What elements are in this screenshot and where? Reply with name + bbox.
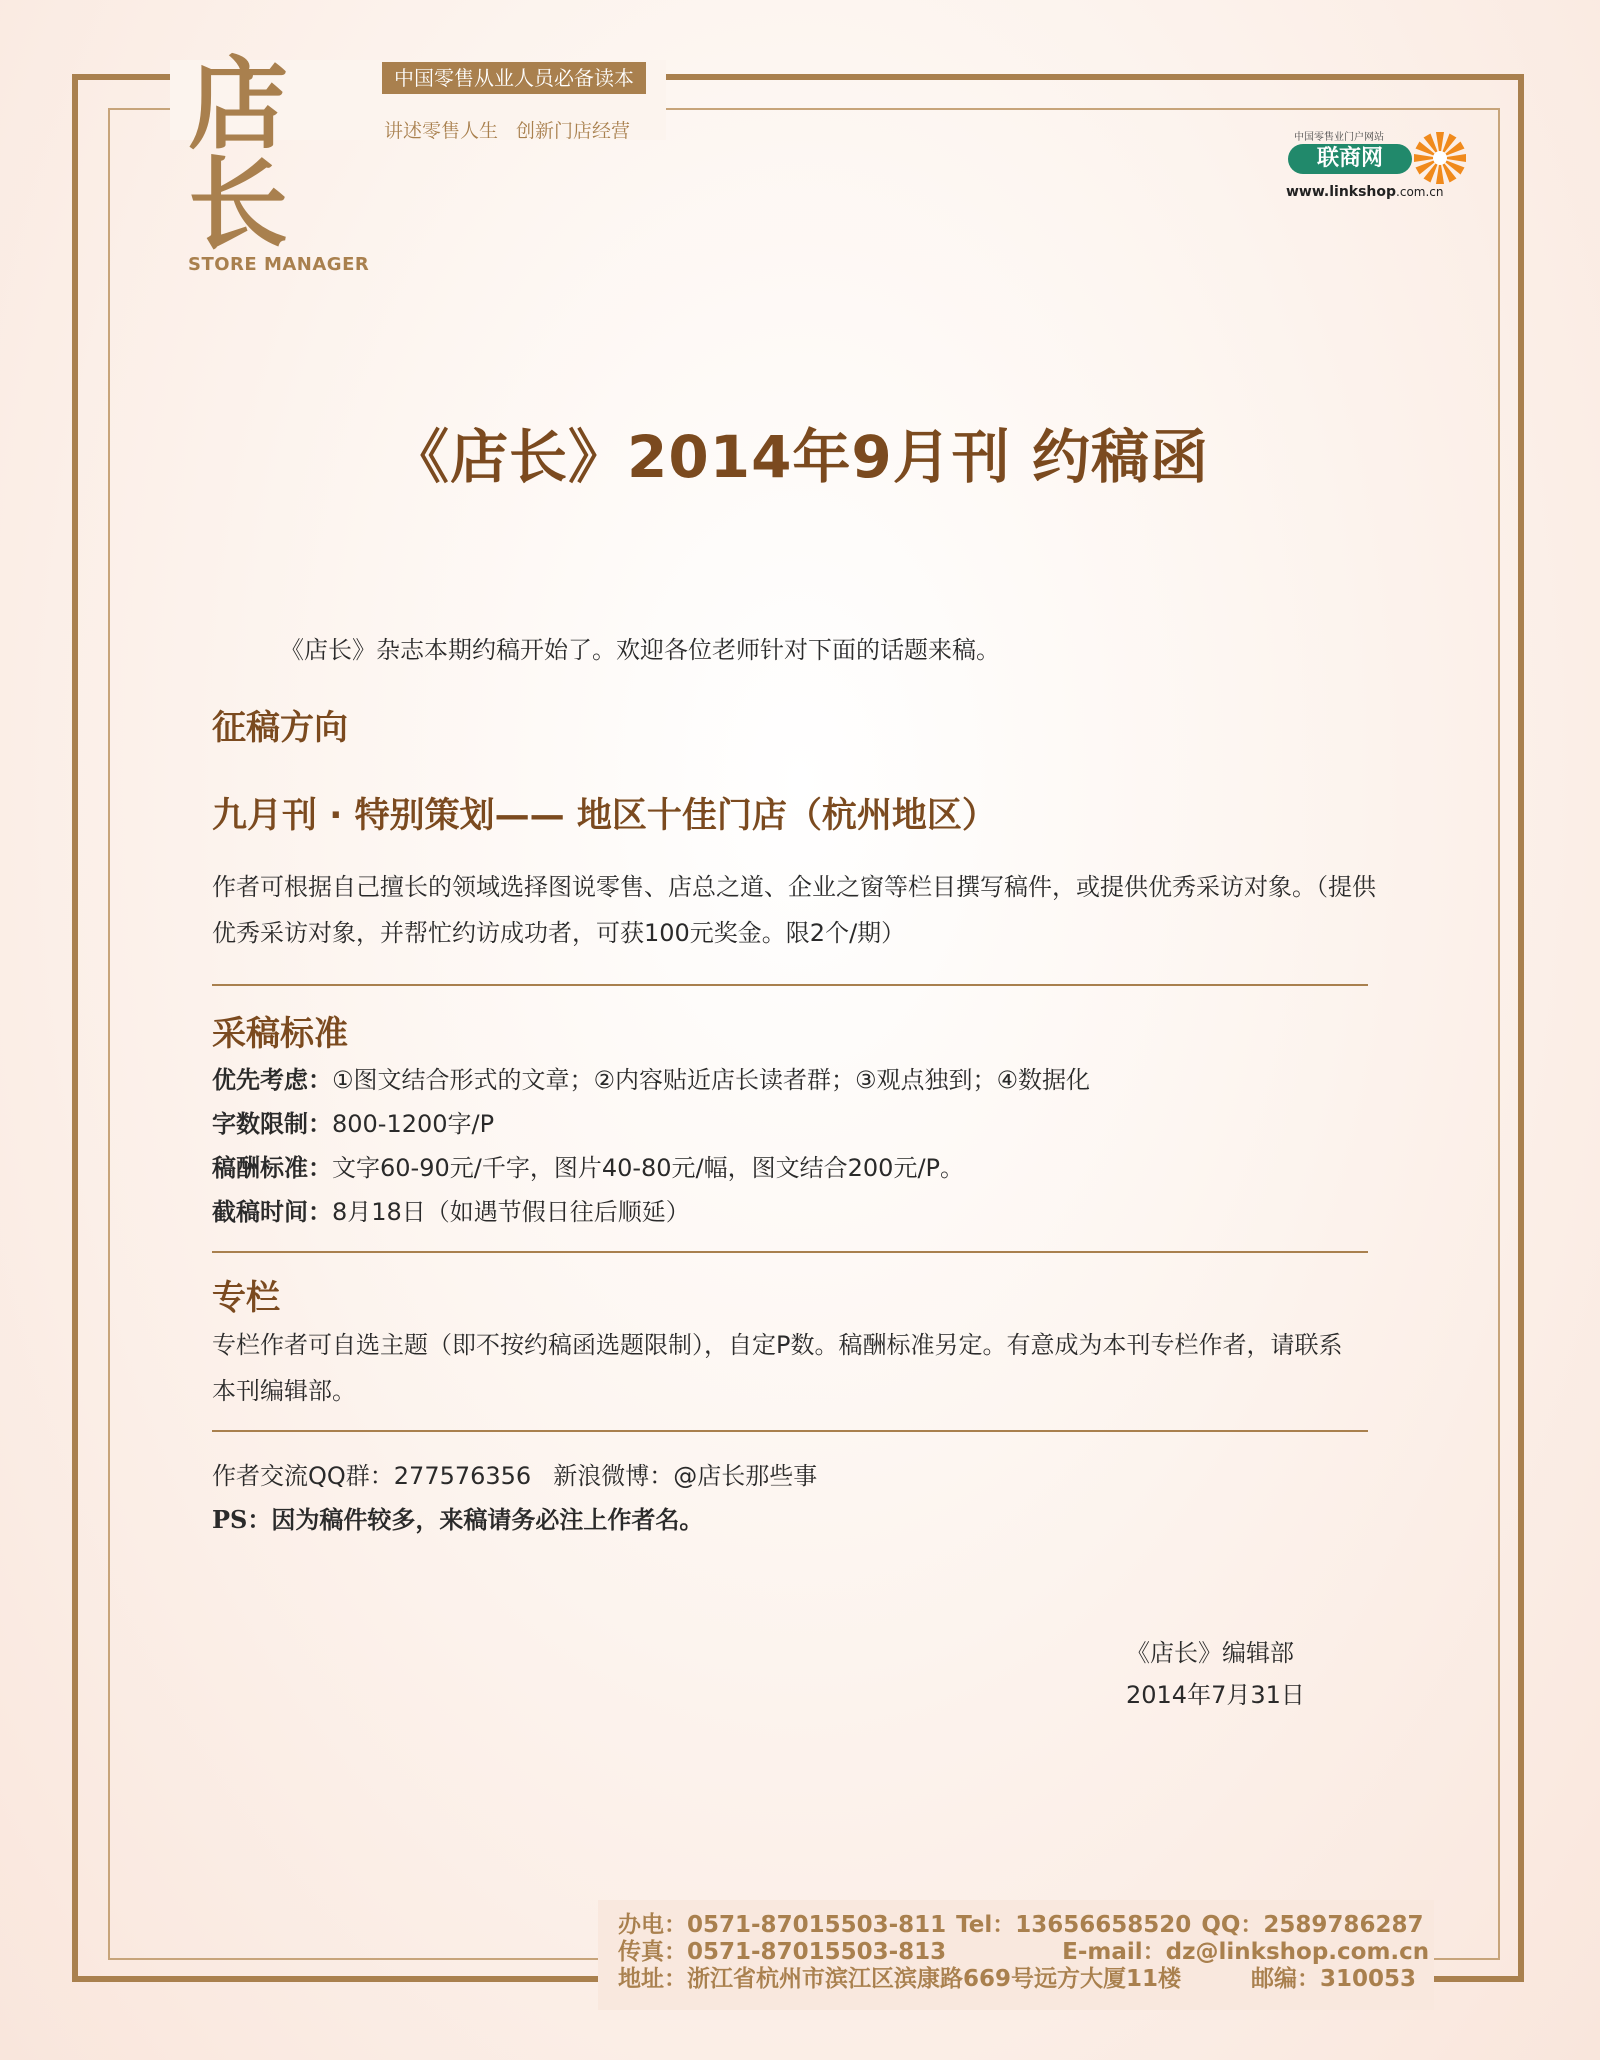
requirement-label: 截稿时间： (212, 1198, 332, 1226)
store-manager-logo (188, 45, 374, 275)
requirement-label: 优先考虑： (212, 1066, 332, 1094)
signature-date: 2014年7月31日 (1126, 1681, 1305, 1709)
footer-fax: 传真：0571-87015503-813 (618, 1939, 947, 1965)
weibo: 新浪微博：@店长那些事 (553, 1462, 818, 1490)
tagline-2: 创新门店经营 (516, 120, 631, 142)
footer-tel: Tel：13656658520 (956, 1912, 1192, 1938)
partner-url-suffix: .com.cn (1396, 185, 1444, 199)
partner-url-main: www.linkshop (1286, 184, 1397, 200)
footer-postcode: 邮编：310053 (1251, 1966, 1417, 1992)
divider-1 (212, 984, 1368, 986)
footer-qq: QQ：2589786287 (1201, 1912, 1424, 1938)
divider-2 (212, 1251, 1368, 1253)
intro-text: 《店长》杂志本期约稿开始了。欢迎各位老师针对下面的话题来稿。 (280, 636, 1000, 664)
ps-note: PS：因为稿件较多，来稿请务必注上作者名。 (212, 1505, 704, 1534)
footer-row (618, 1939, 1429, 1966)
section-heading-standards: 采稿标准 (212, 1014, 348, 1054)
footer-row (618, 1966, 1429, 1993)
partner-tagline: 中国零售业门户网站 (1294, 132, 1384, 143)
footer-phone: 办电：0571-87015503-811 (618, 1912, 947, 1938)
footer-address: 地址：浙江省杭州市滨江区滨康路669号远方大厦11楼 (618, 1966, 1182, 1992)
requirement-label: 稿酬标准： (212, 1154, 332, 1182)
tagline (384, 116, 630, 143)
requirement-value: 8月18日（如遇节假日往后顺延） (332, 1198, 690, 1226)
requirement-row (212, 1146, 964, 1190)
tagline-1: 讲述零售人生 (384, 120, 499, 142)
footer-email: E-mail：dz@linkshop.com.cn (1062, 1939, 1430, 1965)
section-heading-column: 专栏 (212, 1278, 280, 1318)
column-body: 专栏作者可自选主题（即不按约稿函选题限制），自定P数。稿酬标准另定。有意成为本刊专栏作者，请联系本刊编辑部。 (212, 1331, 1343, 1405)
requirement-value: 文字60-90元/千字，图片40-80元/幅，图文结合200元/P。 (332, 1154, 965, 1182)
signature-dept: 《店长》编辑部 (1126, 1639, 1294, 1667)
partner-name: 联商网 (1288, 144, 1412, 174)
requirement-label: 字数限制： (212, 1110, 332, 1138)
requirement-value: ①图文结合形式的文章；②内容贴近店长读者群；③观点独到；④数据化 (332, 1066, 1091, 1094)
requirement-row (212, 1190, 690, 1234)
footer-row (618, 1912, 1429, 1939)
direction-body: 作者可根据自己擅长的领域选择图说零售、店总之道、企业之窗等栏目撰写稿件，或提供优秀采访对象。（提供优秀采访对象，并帮忙约访成功者，可获100元奖金。限2个/期） (212, 873, 1376, 947)
requirement-value: 800-1200字/P (332, 1110, 495, 1138)
requirement-row (212, 1102, 494, 1146)
logo-english: STORE MANAGER (188, 254, 370, 275)
feature-topic: 九月刊 · 特别策划—— 地区十佳门店（杭州地区） (212, 796, 997, 836)
section-heading-direction: 征稿方向 (212, 708, 348, 748)
signature (1126, 1632, 1305, 1716)
linkshop-logo (1282, 128, 1472, 208)
qq-group: 作者交流QQ群：277576356 (212, 1462, 532, 1490)
page-title: 《店长》2014年9月刊 约稿函 (391, 423, 1209, 491)
requirement-row (212, 1058, 1090, 1102)
sunburst-icon (1408, 128, 1472, 192)
footer-contact (618, 1912, 1429, 1993)
partner-url (1286, 184, 1444, 200)
slogan-badge: 中国零售从业人员必备读本 (382, 62, 646, 94)
divider-3 (212, 1430, 1368, 1432)
author-contact (212, 1456, 817, 1491)
logo-chinese: 店长 (188, 45, 284, 263)
